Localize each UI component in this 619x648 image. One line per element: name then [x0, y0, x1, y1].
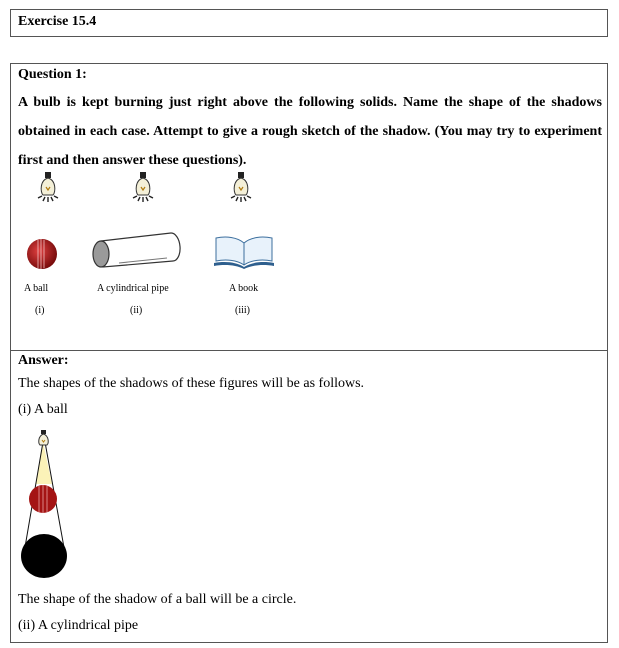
- bulb-icon: [128, 171, 158, 207]
- figure-numeral: (iii): [235, 305, 250, 316]
- answer-section: [10, 350, 608, 643]
- answer-part-label: (i) A ball: [18, 402, 68, 417]
- bulb-icon: [33, 171, 63, 207]
- exercise-header: [10, 9, 608, 37]
- answer-part-result: The shape of the shadow of a ball will be a circle.: [18, 592, 297, 607]
- question-heading: Question 1:: [18, 67, 87, 82]
- bulb-icon: [226, 171, 256, 207]
- answer-intro: The shapes of the shadows of these figures will be as follows.: [18, 376, 365, 391]
- open-book-figure: [213, 234, 275, 270]
- figure-numeral: (i): [35, 305, 45, 316]
- figure-label: A book: [229, 283, 259, 294]
- ball-shadow-diagram: [16, 428, 76, 588]
- figure-label: A ball: [24, 283, 49, 294]
- figure-label: A cylindrical pipe: [97, 283, 169, 294]
- question-section: [10, 63, 608, 351]
- question-text: A bulb is kept burning just right above the following solids. Name the shape of the shadows obtained in each case. Attempt to give a rough sketch of the shadow. (You may try to experiment first and then answer these questions).: [18, 95, 602, 168]
- cylindrical-pipe-figure: [89, 229, 183, 273]
- exercise-title: Exercise 15.4: [18, 14, 97, 29]
- answer-heading: Answer:: [18, 353, 69, 368]
- ball-figure: [25, 237, 59, 271]
- figure-numeral: (ii): [130, 305, 143, 316]
- answer-part-label: (ii) A cylindrical pipe: [18, 618, 139, 633]
